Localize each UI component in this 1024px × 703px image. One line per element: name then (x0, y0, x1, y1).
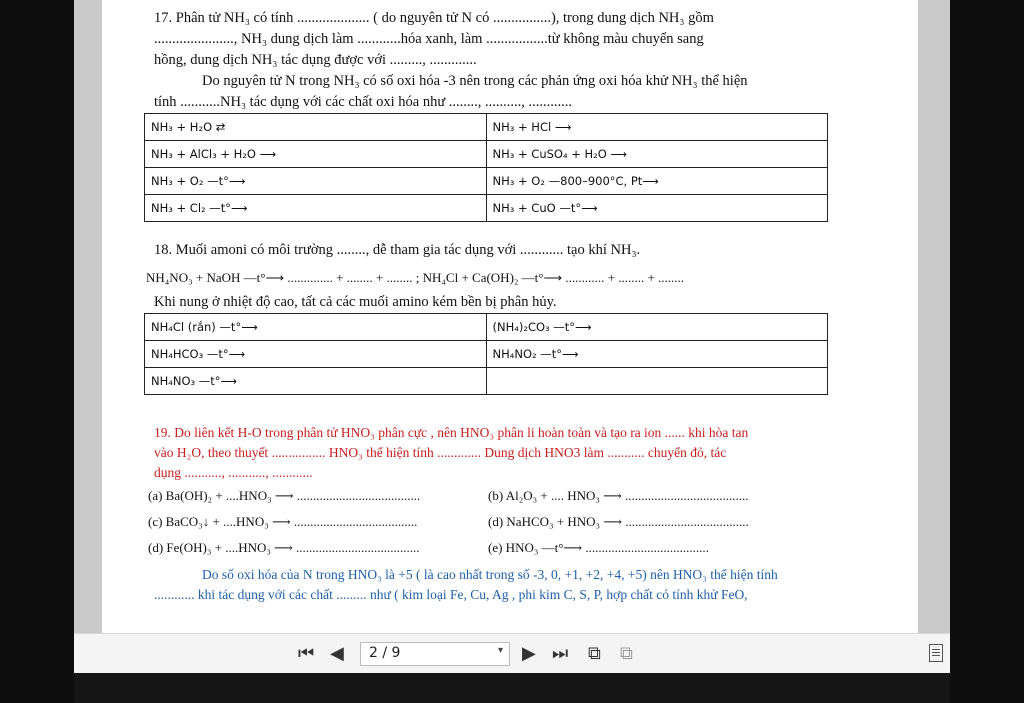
table-row (145, 341, 828, 368)
table-cell: NH₃ + CuSO₄ + H₂O ⟶ (486, 141, 828, 168)
table-row (145, 195, 828, 222)
first-page-icon[interactable]: ⏮ (298, 643, 315, 664)
table-cell: NH₃ + Cl₂ —t°⟶ (145, 195, 487, 222)
chevron-down-icon: ▾ (497, 645, 503, 656)
table-cell: (NH₄)₂CO₃ —t°⟶ (486, 314, 828, 341)
document-viewer[interactable] (74, 0, 950, 633)
q17-line1: 17. Phân tử NH₃ có tính .................... ( do nguyên tử N có ................), trong dung dịch NH₃ gồm (154, 10, 714, 26)
rotate-page-icon[interactable]: ⧉ (588, 643, 601, 664)
table-cell: NH₄NO₂ —t°⟶ (486, 341, 828, 368)
bottom-bar (74, 673, 950, 703)
table-cell: NH₃ + O₂ —800–900°C, Pt⟶ (486, 168, 828, 195)
reaction-item: (e) HNO₃ —t°⟶ ...................................... (488, 540, 709, 555)
q19-blue-line1: Do số oxi hóa của N trong HNO₃ là +5 ( là cao nhất trong số -3, 0, +1, +2, +4, +5) nên HNO₃ thể hiện tính (202, 567, 778, 582)
q19-reactions (148, 483, 860, 561)
reaction-item: (d) NaHCO₃ + HNO₃ ⟶ ...................................... (488, 514, 749, 529)
q17-line4: Do nguyên tử N trong NH₃ có số oxi hóa -3 nên trong các phản ứng oxi hóa khử NH₃ thể hiện (202, 73, 748, 89)
table-row (145, 141, 828, 168)
q17-line3: hồng, dung dịch NH₃ tác dụng được với ........., ............. (154, 52, 477, 68)
q19-line3: dụng ..........., ..........., ............ (154, 465, 313, 480)
q17-line5: tính ...........NH₃ tác dụng với các chất oxi hóa như ........, .........., ............ (154, 94, 573, 110)
table-cell: NH₃ + HCl ⟶ (486, 114, 828, 141)
table-cell: NH₃ + H₂O ⇄ (145, 114, 487, 141)
q19-line2: vào H₂O, theo thuyết ................ HNO₃ thể hiện tính ............. Dung dịch HNO3 làm ........... chuyển đỏ, tác (154, 445, 727, 460)
q18-equations: NH₄NO₃ + NaOH —t°⟶ .............. + ........ + ........ ; NH₄Cl + Ca(OH)₂ —t°⟶ ............ + ........ + ........ (146, 270, 685, 285)
prev-page-icon[interactable]: ◀ (330, 643, 344, 664)
table-row (145, 114, 828, 141)
page-indicator: 2 / 9 (369, 645, 401, 661)
table-cell (486, 368, 828, 395)
left-background (0, 0, 74, 703)
table-row (145, 314, 828, 341)
right-background (950, 0, 1024, 703)
table-cell: NH₄NO₃ —t°⟶ (145, 368, 487, 395)
table-cell: NH₃ + CuO —t°⟶ (486, 195, 828, 222)
next-page-icon[interactable]: ▶ (522, 643, 536, 664)
table-row (145, 168, 828, 195)
q18-line1: 18. Muối amoni có môi trường ........, dễ tham gia tác dụng với ............ tạo khí NH₃. (154, 242, 641, 258)
fit-page-icon[interactable]: ⧉ (620, 643, 633, 664)
q17-line2: ......................, NH₃ dung dịch làm ............hóa xanh, làm .................từ không màu chuyển sang (154, 31, 704, 47)
reaction-item: (b) Al₂O₃ + .... HNO₃ ⟶ ...................................... (488, 488, 749, 503)
q19-blue-line2: ............ khi tác dụng với các chất ......... như ( kim loại Fe, Cu, Ag , phi kim C, S, P, hợp chất có tính khử FeO, (154, 587, 748, 602)
table-cell: NH₃ + AlCl₃ + H₂O ⟶ (145, 141, 487, 168)
reaction-item: (a) Ba(OH)₂ + ....HNO₃ ⟶ ...................................... (148, 488, 421, 503)
reaction-item: (c) BaCO₃↓ + ....HNO₃ ⟶ ...................................... (148, 514, 418, 529)
table-row (145, 368, 828, 395)
table-cell: NH₃ + O₂ —t°⟶ (145, 168, 487, 195)
q18-line2: Khi nung ở nhiệt độ cao, tất cả các muối amino kém bền bị phân hủy. (154, 294, 557, 310)
table-cell: NH₄HCO₃ —t°⟶ (145, 341, 487, 368)
q19-line1: 19. Do liên kết H-O trong phân tử HNO₃ phân cực , nên HNO₃ phân li hoàn toàn và tạo ra ion ...... khi hòa tan (154, 425, 749, 440)
last-page-icon[interactable]: ⏭ (552, 643, 569, 664)
document-menu-icon[interactable] (929, 644, 943, 662)
q17-reaction-table (144, 113, 828, 222)
reaction-item: (d) Fe(OH)₃ + ....HNO₃ ⟶ ...................................... (148, 540, 420, 555)
pdf-toolbar (74, 633, 950, 674)
document-page (102, 0, 918, 633)
page-select[interactable] (360, 642, 510, 666)
table-cell: NH₄Cl (rắn) —t°⟶ (145, 314, 487, 341)
q18-reaction-table (144, 313, 828, 395)
